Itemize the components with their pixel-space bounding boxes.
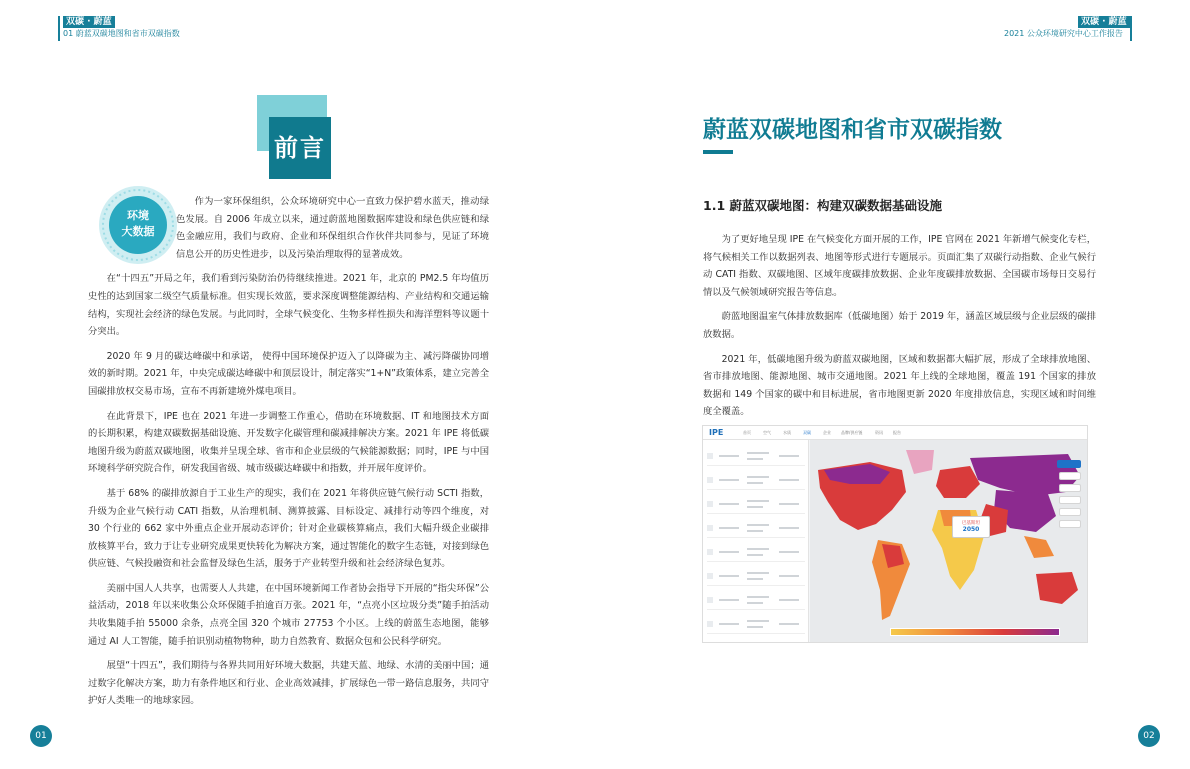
map-control-button[interactable] (1059, 484, 1081, 492)
screenshot-nav-item: 企业 (823, 430, 831, 435)
screenshot-nav-item: 报告 (893, 430, 901, 435)
preface-body (88, 193, 489, 717)
list-item (707, 518, 805, 538)
map-legend (890, 628, 1060, 636)
list-item (707, 470, 805, 490)
header-right-bar (1130, 16, 1132, 41)
map-control-button[interactable] (1059, 508, 1081, 516)
preface-title-block (257, 95, 357, 183)
section-paragraph: 2021 年，低碳地图升级为蔚蓝双碳地图，区域和数据都大幅扩展，形成了全球排放地图、省市排放地图、能源地图、城市交通地图。2021 年上线的全球地图，覆盖 191 个国家的排放数据和 149 个国家的碳中和目标进展，省市地图更新 2020 年度排放信息，实现区域和时间维度全覆盖。 (703, 353, 1096, 418)
chapter-title-underline (703, 150, 733, 154)
world-map-icon (810, 440, 1088, 643)
list-item (707, 566, 805, 586)
popup-title: 巴基斯坦 (962, 521, 980, 526)
world-emissions-map (810, 440, 1088, 643)
dual-carbon-map-screenshot (702, 425, 1088, 643)
preface-paragraph: 作为一家环保组织，公众环境研究中心一直致力保护碧水蓝天，推动绿色发展。自 2006 年成立以来，通过蔚蓝地图数据库建设和绿色供应链和绿色金融应用，我们与政府、企业和环保组织合作伙伴共同参与，见证了环境信息公开的历史性进步，以及污染治理取得的显著成效。 (176, 196, 489, 260)
header-right-tag: 双碳 · 蔚蓝 (1078, 16, 1130, 28)
chapter-title: 蔚蓝双碳地图和省市双碳指数 (703, 117, 1002, 143)
map-control-button[interactable] (1057, 460, 1081, 468)
page-number-left: 01 (30, 725, 52, 747)
map-popup[interactable] (952, 516, 990, 538)
section-body (703, 231, 1096, 428)
list-item (707, 542, 805, 562)
map-control-button[interactable] (1059, 496, 1081, 504)
screenshot-data-list (703, 440, 809, 643)
screenshot-nav-item: 品牌/供应链 (841, 430, 863, 435)
page-title: 前言 (269, 117, 331, 179)
badge-line-2: 大数据 (121, 225, 155, 238)
preface-paragraph: 美丽中国人人共享，也需要人人共建，在中国环境新闻工作者协会指导下开展的“指尖环保”公益活动，2018 年以来收集公众环保随手拍逾百万张。2021 年，“点亮小区垃圾分类”随手拍活动共收集随手拍 55000 余条，点亮全国 320 个城市 27753 个小区。上线的蔚蓝生态地图，能够通过 AI 人工智能，随手拍识别动植物物种，助力自然教育、数据众包和公民科学研究。 (88, 582, 489, 647)
header-left-bar (58, 16, 60, 41)
screenshot-nav-item: 水质 (783, 430, 791, 435)
list-item (707, 446, 805, 466)
preface-paragraph: 在“十四五”开局之年，我们看到污染防治仍待继续推进。2021 年，北京的 PM2.5 年均值历史性的达到国家二级空气质量标准。但实现长效蓝，要求深度调整能源结构、产业结构和交通运输结构，实现社会经济的绿色发展。与此同时，全球气候变化、生物多样性损失和海洋塑料等议题十分突出。 (88, 273, 489, 338)
preface-paragraph: 在此背景下，IPE 也在 2021 年进一步调整工作重心，借助在环境数据、IT 和地图技术方面的长期积累，构建双碳数据基础设施、开发数字化碳管理和碳减排解决方案。2021 年 IPE 将低碳地图升级为蔚蓝双碳地图，收集并呈现全球、省市和企业层级的气候能源数据；同时，IPE 与中国环境科学研究院合作，研发我国省级、城市级碳达峰碳中和指数，并开展年度评价。 (88, 410, 489, 475)
header-right-subtitle: 2021 公众环境研究中心工作报告 (1004, 29, 1123, 38)
ipe-logo: IPE (709, 428, 724, 437)
screenshot-nav-item: 资讯 (875, 430, 883, 435)
list-item (707, 494, 805, 514)
list-item (707, 614, 805, 634)
screenshot-navbar (703, 426, 1088, 440)
section-paragraph: 蔚蓝地图温室气体排放数据库（低碳地图）始于 2019 年，涵盖区域层级与企业层级的碳排放数据。 (703, 311, 1096, 340)
preface-paragraph: 展望“十四五”，我们期待与各界共同用好环境大数据，共建天蓝、地绿、水清的美丽中国；通过数字化解决方案，助力有条件地区和行业、企业高效减排，扩展绿色一带一路信息服务，共同守护好人类唯一的地球家园。 (88, 660, 489, 707)
map-control-button[interactable] (1059, 520, 1081, 528)
badge-line-1: 环境 (127, 209, 149, 222)
preface-paragraph: 2020 年 9 月的碳达峰碳中和承诺， 使得中国环境保护迈入了以降碳为主、减污降碳协同增效的新时期。2021 年，中央完成碳达峰碳中和顶层设计，制定落实“1+N”政策体系，建立完善全国碳排放权交易市场，宣布不再新建境外煤电项目。 (88, 350, 489, 397)
header-left-tag: 双碳 · 蔚蓝 (63, 16, 115, 28)
popup-value: 2050 (962, 526, 980, 533)
section-paragraph: 为了更好地呈现 IPE 在气候变化方面开展的工作，IPE 官网在 2021 年新增气候变化专栏，将气候相关工作以数据列表、地图等形式进行专题展示。页面汇集了双碳行动指数、企业气候行动 CATI 指数、双碳地图、区域年度碳排放数据、企业年度碳排放数据、全国碳市场每日交易行情以及气候领域研究报告等信息。 (703, 234, 1096, 298)
screenshot-nav-item: 双碳 (803, 430, 811, 435)
screenshot-nav-item: 空气 (763, 430, 771, 435)
preface-paragraph: 基于 68% 的碳排放源自于工业生产的现实，我们在 2021 年将供应链气候行动 SCTI 指数，升级为企业气候行动 CATI 指数，从治理机制、测算披露、目标设定、减排行动等四个维度，对 30 个行业的 662 家中外重点企业开展动态评价；针对企业碳核算痛点，我们大幅升级企业碳排放核算平台，致力于让专业研究成果更快转化为解决方案，通过智能化的数字生态链，对接到绿色供应链、气候投融资和社会监督及绿色生活，服务于产业转型升级和社会经济绿色复苏。 (88, 487, 489, 570)
header-left-subtitle: 01 蔚蓝双碳地图和省市双碳指数 (63, 29, 180, 38)
section-title: 1.1 蔚蓝双碳地图：构建双碳数据基础设施 (703, 198, 942, 213)
page-number-right: 02 (1138, 725, 1160, 747)
list-item (707, 590, 805, 610)
screenshot-nav-item: 首页 (743, 430, 751, 435)
map-control-button[interactable] (1059, 472, 1081, 480)
